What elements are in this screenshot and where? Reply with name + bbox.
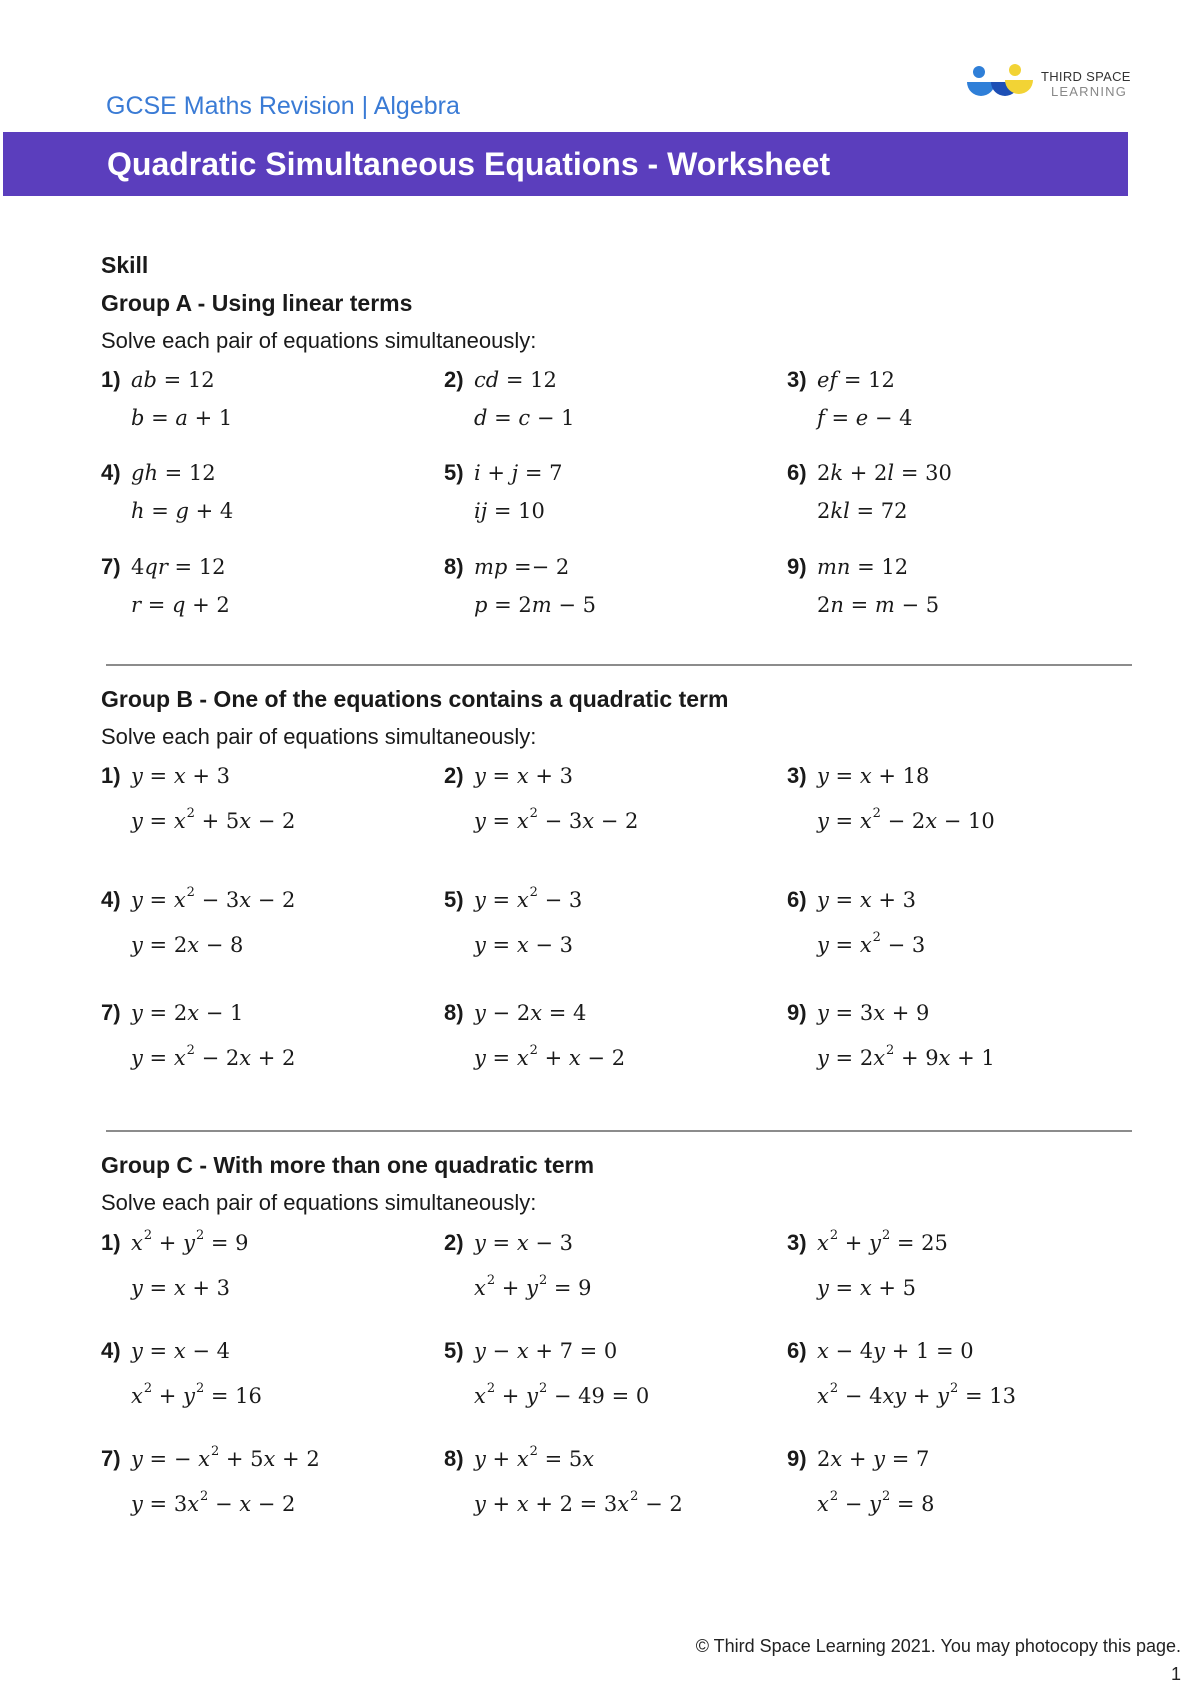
question-number: 5) [444,1338,464,1363]
equation-1: $x^2 + y^2 = 9$ [131,1228,249,1255]
equation-2: $y = x^2 + x - 2$ [474,1043,626,1070]
equation-2: $y = x^2 - 3$ [817,930,926,957]
equation-2: f = e − 4 [817,406,913,430]
question-number: 1) [101,1230,121,1255]
equation-2: 2n = m − 5 [817,593,940,617]
equation-1: ef = 12 [817,368,895,392]
equation-1: $x^2 + y^2 = 25$ [817,1228,948,1255]
equation-1: mn = 12 [817,555,909,579]
question-item [101,1000,431,1090]
question-number: 5) [444,887,464,912]
question-number: 1) [101,367,121,392]
question-item [101,554,431,644]
equation-2: $y = x^2 - 2x + 2$ [131,1043,296,1070]
question-item [101,460,431,550]
equation-1: y = x + 3 [131,764,230,788]
equation-1: gh = 12 [131,461,216,485]
group-c-title: Group C - With more than one quadratic term [101,1152,595,1178]
equation-2: y = 2x − 8 [131,933,244,957]
logo-line-2: LEARNING [1051,84,1128,99]
equation-2: y = x − 3 [474,933,573,957]
equation-1: 2k + 2l = 30 [817,461,952,485]
question-item [444,460,774,550]
question-number: 9) [787,1000,807,1025]
question-number: 3) [787,1230,807,1255]
equation-2: $x^2 + y^2 = 9$ [474,1273,592,1300]
equation-2: d = c − 1 [474,406,575,430]
equation-1: $y = x^2 - 3$ [474,885,583,912]
question-number: 1) [101,763,121,788]
question-number: 3) [787,763,807,788]
equation-2: $x^2 + y^2 - 49 = 0$ [474,1381,650,1408]
equation-2: $y + x + 2 = 3x^2 - 2$ [474,1489,683,1516]
equation-1: mp =− 2 [474,555,570,579]
equation-1: y = x − 4 [131,1339,230,1363]
equation-1: 2x + y = 7 [817,1447,930,1471]
question-number: 2) [444,1230,464,1255]
equation-2: ij = 10 [474,499,545,523]
question-number: 4) [101,1338,121,1363]
page-title: Quadratic Simultaneous Equations - Worksheet [107,146,831,182]
worksheet-subtitle: GCSE Maths Revision | Algebra [106,92,460,120]
group-b-title: Group B - One of the equations contains a quadratic term [101,686,729,712]
question-item [787,460,1117,550]
equation-1: i + j = 7 [474,461,563,485]
equation-1: x − 4y + 1 = 0 [817,1339,974,1363]
question-number: 8) [444,1446,464,1471]
question-item [787,887,1117,977]
equation-2: r = q + 2 [131,593,230,617]
equation-1: y = 3x + 9 [817,1001,930,1025]
question-item [787,1000,1117,1090]
question-item [444,1446,774,1536]
group-a-instruction: Solve each pair of equations simultaneously: [101,328,537,353]
equation-2: $y = x^2 - 2x - 10$ [817,806,995,833]
equation-2: $y = 3x^2 - x - 2$ [131,1489,296,1516]
question-number: 2) [444,367,464,392]
question-item [444,367,774,457]
equation-2: h = g + 4 [131,499,234,523]
equation-2: $y = x^2 - 3x - 2$ [474,806,639,833]
question-item [787,1446,1117,1536]
equation-1: y − 2x = 4 [474,1001,587,1025]
question-item [444,1338,774,1428]
question-number: 9) [787,554,807,579]
question-item [444,887,774,977]
equation-1: y = x + 18 [817,764,930,788]
question-item [787,1230,1117,1320]
third-space-learning-logo [965,60,1145,108]
equation-2: $y = 2x^2 + 9x + 1$ [817,1043,995,1070]
title-banner [3,132,1128,196]
equation-1: $y + x^2 = 5x$ [474,1444,595,1471]
question-number: 7) [101,1000,121,1025]
question-number: 9) [787,1446,807,1471]
question-item [444,1230,774,1320]
equation-1: y = x + 3 [817,888,916,912]
question-number: 5) [444,460,464,485]
group-c-instruction: Solve each pair of equations simultaneously: [101,1190,537,1215]
question-number: 8) [444,554,464,579]
copyright-footer: © Third Space Learning 2021. You may photocopy this page. [695,1636,1181,1656]
group-a-title: Group A - Using linear terms [101,290,413,316]
question-number: 7) [101,1446,121,1471]
question-item [787,554,1117,644]
question-number: 6) [787,460,807,485]
section-divider [106,1130,1132,1132]
section-divider [106,664,1132,666]
equation-1: y − x + 7 = 0 [474,1339,618,1363]
question-number: 6) [787,1338,807,1363]
question-item [787,1338,1117,1428]
question-item [444,1000,774,1090]
question-item [101,367,431,457]
equation-2: y = x + 3 [131,1276,230,1300]
question-item [101,763,431,853]
question-number: 4) [101,887,121,912]
equation-1: $y = x^2 - 3x - 2$ [131,885,296,912]
question-item [787,763,1117,853]
equation-2: $y = x^2 + 5x - 2$ [131,806,296,833]
equation-1: y = 2x − 1 [131,1001,244,1025]
question-item [101,887,431,977]
logo-text [1041,69,1131,99]
equation-1: ab = 12 [131,368,215,392]
logo-mark-icon [965,60,1037,108]
skill-label: Skill [101,252,149,278]
question-item [101,1230,431,1320]
equation-2: $x^2 + y^2 = 16$ [131,1381,262,1408]
page-number: 1 [1170,1664,1181,1684]
question-item [101,1446,431,1536]
equation-1: y = x + 3 [474,764,573,788]
question-number: 4) [101,460,121,485]
group-b-instruction: Solve each pair of equations simultaneously: [101,724,537,749]
logo-line-1: THIRD SPACE [1041,69,1131,84]
equation-1: 4qr = 12 [131,555,226,579]
question-item [444,554,774,644]
equation-1: cd = 12 [474,368,557,392]
question-item [787,367,1117,457]
equation-2: $x^2 - y^2 = 8$ [817,1489,935,1516]
equation-2: b = a + 1 [131,406,233,430]
equation-2: y = x + 5 [817,1276,916,1300]
question-item [444,763,774,853]
equation-1: y = − $x^2 + 5x + 2$ [131,1444,320,1471]
equation-2: $x^2 - 4xy + y^2 = 13$ [817,1381,1016,1408]
question-number: 8) [444,1000,464,1025]
equation-2: p = 2m − 5 [474,593,596,617]
question-number: 3) [787,367,807,392]
equation-1: y = x − 3 [474,1231,573,1255]
equation-2: 2kl = 72 [817,499,908,523]
question-number: 7) [101,554,121,579]
question-number: 2) [444,763,464,788]
question-number: 6) [787,887,807,912]
question-item [101,1338,431,1428]
